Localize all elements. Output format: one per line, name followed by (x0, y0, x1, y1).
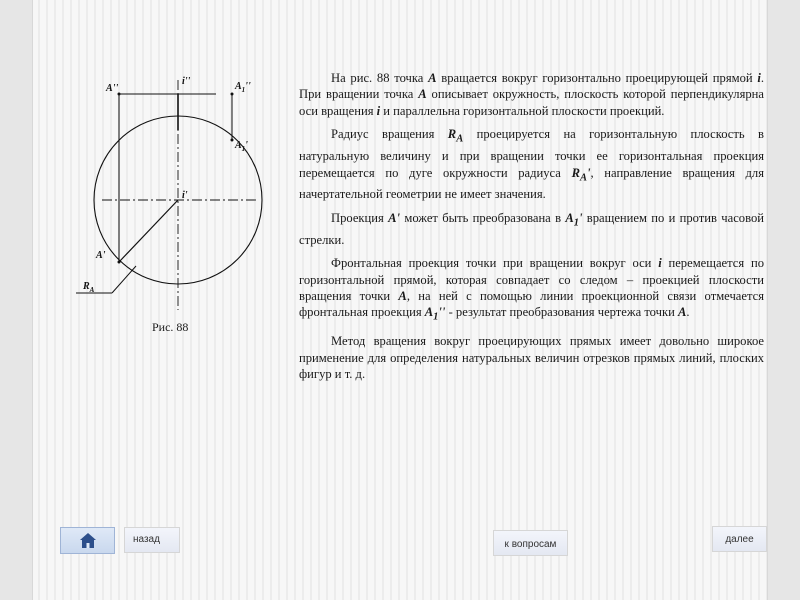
point-a11 (231, 139, 234, 142)
home-icon (79, 532, 97, 549)
questions-button[interactable]: к вопросам (493, 530, 568, 556)
label-a11: $A_1'$ (235, 140, 248, 153)
slide-right-edge (767, 0, 800, 600)
rotation-drawing (60, 60, 300, 320)
paragraph-1: На рис. 88 точка А вращается вокруг горизонтально проецирующей прямой i. При вращении точка А описывает окружность, плоскость которой перпендикулярна оси вращения i и параллельна горизонтальной плоскости проекций. (299, 71, 764, 118)
label-a1: A' (96, 250, 106, 261)
slide-left-edge (0, 0, 33, 600)
home-button[interactable] (60, 527, 115, 554)
label-ra: $R_A$ (83, 281, 95, 294)
label-a12: $A_1''$ (235, 81, 251, 94)
label-i1: i' (182, 190, 188, 201)
paragraph-4: Фронтальная проекция точки при вращении вокруг оси i перемещается по горизонтальной прямой, которая совпадает со следом – проекцией плоскости вращения точки А, на ней с помощью линии проекционной связи отмечается фронтальная проекция $А_1''$ - результат преобразования чертежа точки А. (299, 256, 764, 323)
radius-leader-line (112, 266, 136, 293)
figure-caption: Рис. 88 (152, 320, 189, 334)
back-button[interactable]: назад (124, 527, 180, 553)
paragraph-3: Проекция А' может быть преобразована в $А_1'$ вращением по и против часовой стрелки. (299, 210, 764, 247)
point-a12 (231, 93, 234, 96)
explanation-text (299, 70, 764, 390)
label-a2: A'' (106, 83, 119, 94)
paragraph-2: Радиус вращения $R_A$ проецируется на горизонтальную плоскость в натуральную величину и при вращении точки ее горизонтальная проекция перемещается по дуге окружности радиуса $R_A'$, направление вращения для начертательной геометрии не имеет значения. (299, 127, 765, 202)
radius-ra-line (119, 200, 178, 262)
label-i2: i'' (182, 76, 191, 87)
next-button[interactable]: далее (712, 526, 767, 552)
point-a1 (118, 261, 121, 264)
figure-88 (60, 60, 300, 320)
paragraph-5: Метод вращения вокруг проецирующих прямых имеет довольно широкое применение для определения натуральных величин отрезков прямых линий, плоских фигур и т. д. (299, 334, 764, 382)
